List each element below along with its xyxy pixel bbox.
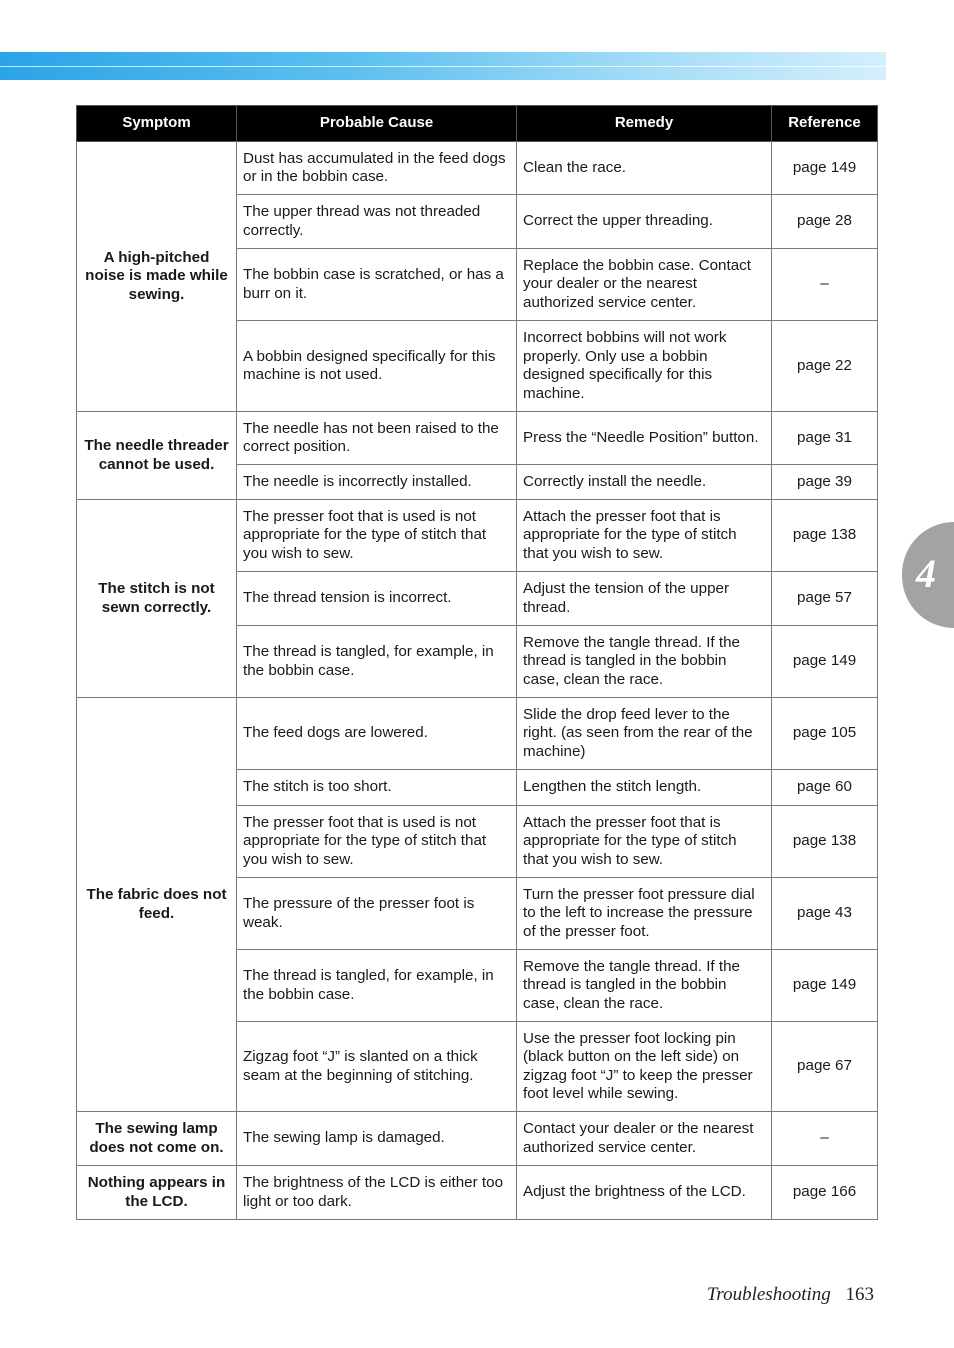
reference-cell: – <box>772 1112 878 1166</box>
cause-cell: The feed dogs are lowered. <box>237 698 517 770</box>
remedy-cell: Incorrect bobbins will not work properly. Only use a bobbin designed specifically for this machine. <box>517 321 772 412</box>
cause-cell: The stitch is too short. <box>237 770 517 806</box>
reference-cell: page 57 <box>772 572 878 626</box>
table-row <box>77 1112 878 1166</box>
remedy-cell: Adjust the tension of the upper thread. <box>517 572 772 626</box>
chapter-number: 4 <box>916 551 936 596</box>
cause-cell: Zigzag foot “J” is slanted on a thick seam at the beginning of stitching. <box>237 1022 517 1112</box>
cause-cell: The brightness of the LCD is either too light or too dark. <box>237 1166 517 1220</box>
reference-cell: page 22 <box>772 321 878 412</box>
remedy-cell: Attach the presser foot that is appropriate for the type of stitch that you wish to sew. <box>517 806 772 878</box>
remedy-cell: Press the “Needle Position” button. <box>517 412 772 465</box>
cause-cell: The thread tension is incorrect. <box>237 572 517 626</box>
remedy-cell: Use the presser foot locking pin (black button on the left side) on zigzag foot “J” to keep the presser foot level while sewing. <box>517 1022 772 1112</box>
remedy-cell: Turn the presser foot pressure dial to the left to increase the pressure of the presser foot. <box>517 878 772 950</box>
troubleshooting-table <box>76 105 878 1220</box>
remedy-cell: Clean the race. <box>517 142 772 195</box>
header-reference: Reference <box>772 106 878 142</box>
cause-cell: The needle is incorrectly installed. <box>237 465 517 500</box>
chapter-tab <box>902 522 954 628</box>
remedy-cell: Remove the tangle thread. If the thread is tangled in the bobbin case, clean the race. <box>517 950 772 1022</box>
header-color-band <box>0 52 886 80</box>
header-symptom: Symptom <box>77 106 237 142</box>
table-row <box>77 142 878 195</box>
cause-cell: The pressure of the presser foot is weak. <box>237 878 517 950</box>
table-row <box>77 698 878 770</box>
page-number: 163 <box>845 1284 874 1305</box>
remedy-cell: Correctly install the needle. <box>517 465 772 500</box>
remedy-cell: Attach the presser foot that is appropriate for the type of stitch that you wish to sew. <box>517 500 772 572</box>
remedy-cell: Lengthen the stitch length. <box>517 770 772 806</box>
header-remedy: Remedy <box>517 106 772 142</box>
page-footer <box>707 1284 874 1306</box>
reference-cell: page 39 <box>772 465 878 500</box>
reference-cell: page 28 <box>772 195 878 249</box>
remedy-cell: Contact your dealer or the nearest authorized service center. <box>517 1112 772 1166</box>
reference-cell: page 149 <box>772 950 878 1022</box>
remedy-cell: Correct the upper threading. <box>517 195 772 249</box>
reference-cell: page 105 <box>772 698 878 770</box>
reference-cell: page 138 <box>772 500 878 572</box>
footer-section-title: Troubleshooting <box>706 1284 831 1305</box>
cause-cell: The upper thread was not threaded correctly. <box>237 195 517 249</box>
table-row <box>77 500 878 572</box>
table-row <box>77 1166 878 1220</box>
header-probable-cause: Probable Cause <box>237 106 517 142</box>
remedy-cell: Remove the tangle thread. If the thread is tangled in the bobbin case, clean the race. <box>517 626 772 698</box>
remedy-cell: Replace the bobbin case. Contact your dealer or the nearest authorized service center. <box>517 249 772 321</box>
reference-cell: page 60 <box>772 770 878 806</box>
reference-cell: page 149 <box>772 626 878 698</box>
table-row <box>77 412 878 465</box>
cause-cell: The sewing lamp is damaged. <box>237 1112 517 1166</box>
table-header-row <box>77 106 878 142</box>
cause-cell: The presser foot that is used is not appropriate for the type of stitch that you wish to sew. <box>237 806 517 878</box>
symptom-cell: The stitch is not sewn correctly. <box>77 500 237 698</box>
symptom-cell: Nothing appears in the LCD. <box>77 1166 237 1220</box>
symptom-cell: The needle threader cannot be used. <box>77 412 237 500</box>
cause-cell: The thread is tangled, for example, in the bobbin case. <box>237 950 517 1022</box>
reference-cell: page 67 <box>772 1022 878 1112</box>
cause-cell: A bobbin designed specifically for this machine is not used. <box>237 321 517 412</box>
cause-cell: Dust has accumulated in the feed dogs or in the bobbin case. <box>237 142 517 195</box>
reference-cell: page 43 <box>772 878 878 950</box>
remedy-cell: Slide the drop feed lever to the right. (as seen from the rear of the machine) <box>517 698 772 770</box>
cause-cell: The presser foot that is used is not appropriate for the type of stitch that you wish to sew. <box>237 500 517 572</box>
reference-cell: – <box>772 249 878 321</box>
reference-cell: page 138 <box>772 806 878 878</box>
symptom-cell: The sewing lamp does not come on. <box>77 1112 237 1166</box>
symptom-cell: The fabric does not feed. <box>77 698 237 1112</box>
cause-cell: The thread is tangled, for example, in the bobbin case. <box>237 626 517 698</box>
cause-cell: The bobbin case is scratched, or has a burr on it. <box>237 249 517 321</box>
symptom-cell: A high-pitched noise is made while sewing. <box>77 142 237 412</box>
reference-cell: page 166 <box>772 1166 878 1220</box>
cause-cell: The needle has not been raised to the correct position. <box>237 412 517 465</box>
reference-cell: page 149 <box>772 142 878 195</box>
remedy-cell: Adjust the brightness of the LCD. <box>517 1166 772 1220</box>
reference-cell: page 31 <box>772 412 878 465</box>
